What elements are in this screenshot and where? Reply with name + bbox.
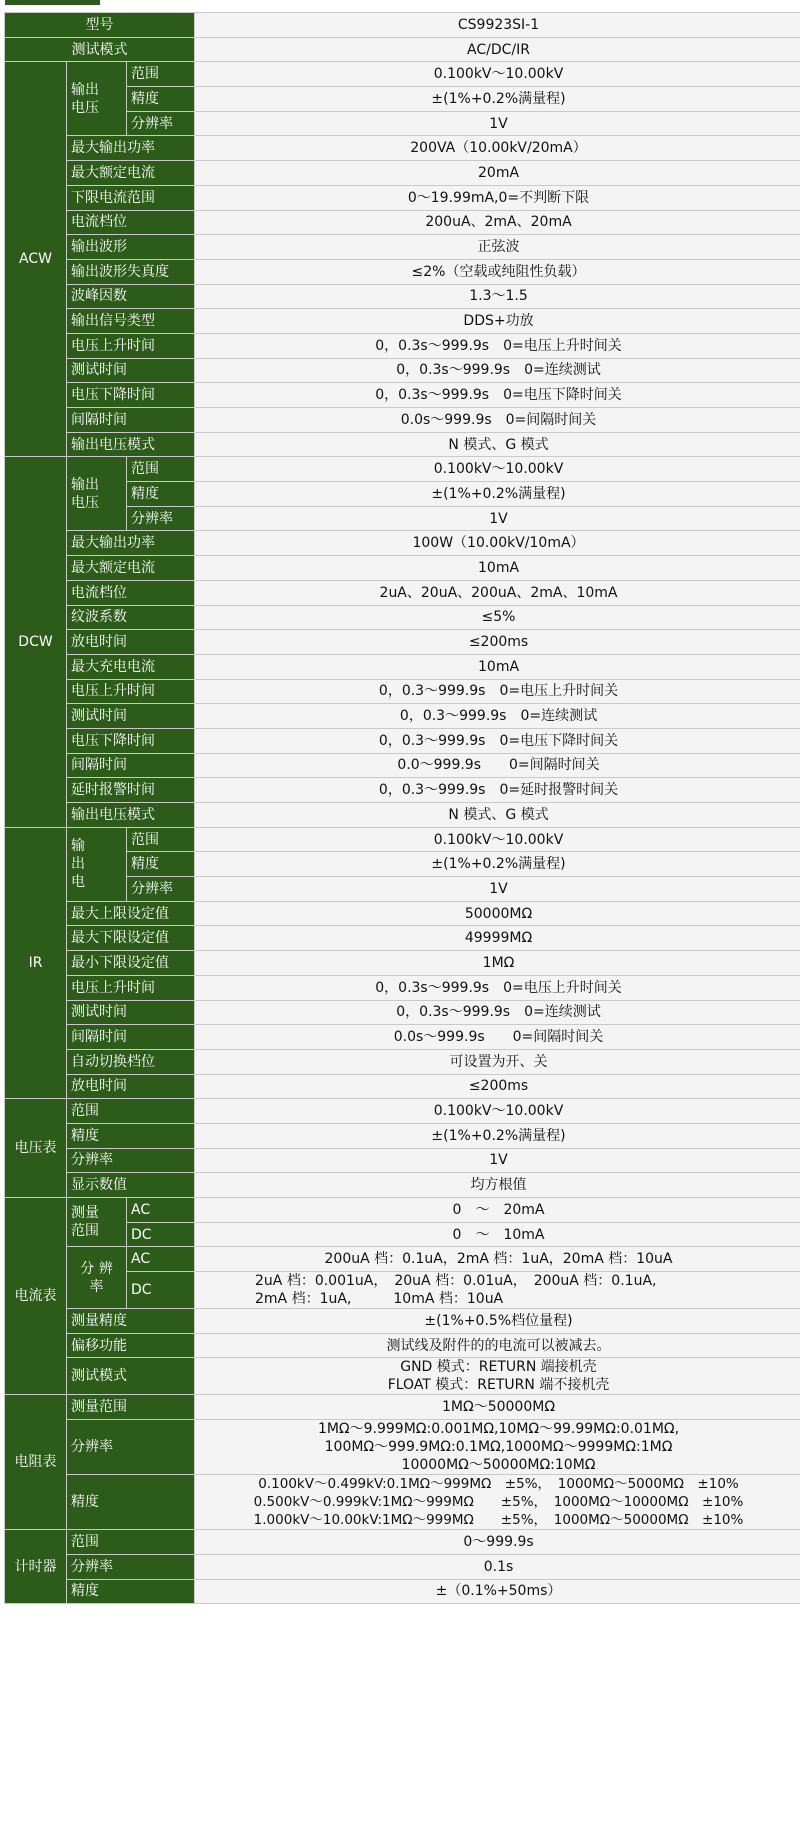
acw-row: [5, 383, 800, 408]
row-value: 1V: [195, 111, 800, 136]
ammeter-row: [5, 1247, 800, 1272]
dcw-row: [5, 556, 800, 581]
row-value: 0～19.99mA,0=不判断下限: [195, 185, 800, 210]
acw-row: [5, 161, 800, 186]
cell-line: 电: [71, 874, 85, 891]
row-value: 0.100kV～10.00kV: [195, 1099, 800, 1124]
timer-row: [5, 1554, 800, 1579]
row-value: 0.0～999.9s 0=间隔时间关: [195, 753, 800, 778]
row-label: 电压下降时间: [67, 383, 195, 408]
row-label: 精度: [67, 1123, 195, 1148]
ir-row: [5, 1074, 800, 1099]
ir-row: [5, 975, 800, 1000]
header-accent-bar: [5, 0, 100, 5]
cell-line: 10000MΩ～50000MΩ:10MΩ: [401, 1457, 596, 1474]
dcw-row: [5, 704, 800, 729]
row-label: 分辨率: [67, 1554, 195, 1579]
voltmeter-row: [5, 1123, 800, 1148]
row-label: 最大下限设定值: [67, 926, 195, 951]
voltage-group-label: [67, 827, 127, 901]
cell-line: 测量: [71, 1205, 99, 1222]
row-label: 间隔时间: [67, 408, 195, 433]
dcw-row: [5, 531, 800, 556]
row-value: [195, 1420, 800, 1475]
cell-line: 输: [71, 838, 85, 855]
acw-row: [5, 136, 800, 161]
row-value: 1V: [195, 506, 800, 531]
row-value: 1MΩ: [195, 951, 800, 976]
row-label: 型号: [5, 13, 195, 38]
row-label: 输出信号类型: [67, 309, 195, 334]
row-value: 1V: [195, 1148, 800, 1173]
cell-line: 输出: [71, 476, 99, 493]
row-value: ±(1%+0.2%满量程): [195, 87, 800, 112]
row-label: 范围: [127, 457, 195, 482]
acw-row: [5, 185, 800, 210]
row-label: 波峰因数: [67, 284, 195, 309]
row-value: 0 ～ 10mA: [195, 1222, 800, 1247]
row-label: 范围: [127, 827, 195, 852]
dcw-voltage-row: [5, 457, 800, 482]
acw-row: [5, 358, 800, 383]
row-label: 偏移功能: [67, 1333, 195, 1358]
row-label: 电压下降时间: [67, 728, 195, 753]
row-value: 20mA: [195, 161, 800, 186]
acw-row: [5, 284, 800, 309]
row-value: N 模式、G 模式: [195, 432, 800, 457]
row-value: 0.100kV～10.00kV: [195, 62, 800, 87]
row-label: 分辨率: [67, 1420, 195, 1475]
dcw-row: [5, 728, 800, 753]
row-label: 测试时间: [67, 1000, 195, 1025]
resolution-label: [67, 1247, 127, 1309]
ammeter-row: [5, 1198, 800, 1223]
row-value: 0～999.9s: [195, 1530, 800, 1555]
row-label: 精度: [127, 87, 195, 112]
row-value: ±(1%+0.2%满量程): [195, 1123, 800, 1148]
row-label: 测量范围: [67, 1395, 195, 1420]
row-value: CS9923SI-1: [195, 13, 800, 38]
section-label: 电阻表: [5, 1395, 67, 1530]
acw-row: [5, 432, 800, 457]
row-label: 精度: [67, 1579, 195, 1604]
voltmeter-row: [5, 1148, 800, 1173]
cell-line: 0.500kV～0.999kV:1MΩ～999MΩ ±5%， 1000MΩ～10000MΩ ±10%: [253, 1494, 744, 1511]
row-value: 100W（10.00kV/10mA）: [195, 531, 800, 556]
cell-line: 出: [71, 856, 85, 873]
test-mode-row: [5, 37, 800, 62]
row-label: 测试时间: [67, 358, 195, 383]
row-label: 最大输出功率: [67, 136, 195, 161]
acw-row: [5, 235, 800, 260]
row-label: 间隔时间: [67, 1025, 195, 1050]
voltmeter-row: [5, 1099, 800, 1124]
measure-range-label: [67, 1198, 127, 1247]
row-value: 50000MΩ: [195, 901, 800, 926]
row-value: ±(1%+0.2%满量程): [195, 482, 800, 507]
row-label: 精度: [67, 1475, 195, 1530]
section-label: 电压表: [5, 1099, 67, 1198]
row-value: 49999MΩ: [195, 926, 800, 951]
row-value: AC/DC/IR: [195, 37, 800, 62]
row-value: 0.0s～999.9s 0=间隔时间关: [195, 408, 800, 433]
row-value: 0，0.3～999.9s 0=连续测试: [195, 704, 800, 729]
model-row: [5, 13, 800, 38]
ohmmeter-row: [5, 1395, 800, 1420]
row-label: 范围: [127, 62, 195, 87]
row-label: 精度: [127, 482, 195, 507]
row-value: 可设置为开、关: [195, 1049, 800, 1074]
row-value: 均方根值: [195, 1173, 800, 1198]
timer-row: [5, 1530, 800, 1555]
row-value: ±(1%+0.2%满量程): [195, 852, 800, 877]
ir-row: [5, 901, 800, 926]
row-value: 0，0.3～999.9s 0=电压上升时间关: [195, 679, 800, 704]
cell-line: 电压: [71, 494, 99, 511]
row-label: 分辨率: [127, 877, 195, 902]
row-value: [195, 1475, 800, 1530]
section-label: IR: [5, 827, 67, 1099]
timer-row: [5, 1579, 800, 1604]
row-label: 电压上升时间: [67, 679, 195, 704]
voltage-group-label: [67, 62, 127, 136]
cell-line: 率: [89, 1278, 104, 1295]
row-value: 0.100kV～10.00kV: [195, 827, 800, 852]
row-label: 电压上升时间: [67, 975, 195, 1000]
dcw-row: [5, 803, 800, 828]
row-label: 下限电流范围: [67, 185, 195, 210]
row-value: 0，0.3～999.9s 0=延时报警时间关: [195, 778, 800, 803]
ohmmeter-row: [5, 1475, 800, 1530]
row-label: 自动切换档位: [67, 1049, 195, 1074]
row-value: DDS+功放: [195, 309, 800, 334]
row-label: 放电时间: [67, 1074, 195, 1099]
row-label: 电流档位: [67, 580, 195, 605]
row-value: ≤200ms: [195, 630, 800, 655]
dcw-row: [5, 654, 800, 679]
ir-voltage-row: [5, 827, 800, 852]
row-value: [195, 1272, 800, 1309]
row-label: 显示数值: [67, 1173, 195, 1198]
row-value: ±(1%+0.5%档位量程): [195, 1309, 800, 1334]
row-value: 0，0.3s～999.9s 0=连续测试: [195, 358, 800, 383]
cell-line: 1.000kV～10.00kV:1MΩ～999MΩ ±5%， 1000MΩ～50000MΩ ±10%: [253, 1512, 744, 1529]
dcw-row: [5, 679, 800, 704]
ohmmeter-row: [5, 1420, 800, 1475]
ir-row: [5, 1000, 800, 1025]
cell-line: 2uA 档：0.001uA， 20uA 档：0.01uA， 200uA 档：0.1uA,: [255, 1273, 657, 1290]
row-label: 最大充电电流: [67, 654, 195, 679]
row-label: DC: [127, 1272, 195, 1309]
cell-line: GND 模式：RETURN 端接机壳: [400, 1359, 597, 1376]
row-label: 最大额定电流: [67, 556, 195, 581]
ir-row: [5, 1049, 800, 1074]
cell-line: 范围: [71, 1223, 99, 1240]
row-label: AC: [127, 1198, 195, 1223]
row-value: 0.0s～999.9s 0=间隔时间关: [195, 1025, 800, 1050]
row-label: 最大输出功率: [67, 531, 195, 556]
row-label: 输出波形: [67, 235, 195, 260]
row-label: 分辨率: [127, 506, 195, 531]
row-label: DC: [127, 1222, 195, 1247]
row-label: 精度: [127, 852, 195, 877]
cell-line: 输出: [71, 81, 99, 98]
acw-row: [5, 333, 800, 358]
row-value: 0 ～ 20mA: [195, 1198, 800, 1223]
dcw-row: [5, 753, 800, 778]
row-label: 延时报警时间: [67, 778, 195, 803]
row-value: 测试线及附件的的电流可以被减去。: [195, 1333, 800, 1358]
acw-row: [5, 408, 800, 433]
row-value: ±（0.1%+50ms）: [195, 1579, 800, 1604]
row-label: 分辨率: [127, 111, 195, 136]
ammeter-row: [5, 1333, 800, 1358]
row-label: 电压上升时间: [67, 333, 195, 358]
row-value: 1V: [195, 877, 800, 902]
row-value: 200uA、2mA、20mA: [195, 210, 800, 235]
cell-line: 0.100kV～0.499kV:0.1MΩ～999MΩ ±5%， 1000MΩ～5000MΩ ±10%: [258, 1476, 739, 1493]
row-value: 0，0.3s～999.9s 0=电压上升时间关: [195, 333, 800, 358]
voltmeter-row: [5, 1173, 800, 1198]
row-label: 分辨率: [67, 1148, 195, 1173]
row-value: 1.3～1.5: [195, 284, 800, 309]
row-value: 2uA、20uA、200uA、2mA、10mA: [195, 580, 800, 605]
ammeter-row: [5, 1358, 800, 1395]
dcw-row: [5, 630, 800, 655]
spec-table: [4, 12, 800, 1604]
row-value: 200VA（10.00kV/20mA）: [195, 136, 800, 161]
row-value: 10mA: [195, 556, 800, 581]
row-label: 最小下限设定值: [67, 951, 195, 976]
dcw-row: [5, 778, 800, 803]
row-value: ≤5%: [195, 605, 800, 630]
row-label: 最大上限设定值: [67, 901, 195, 926]
cell-line: 100MΩ～999.9MΩ:0.1MΩ,1000MΩ～9999MΩ:1MΩ: [324, 1439, 673, 1456]
row-value: 0，0.3s～999.9s 0=连续测试: [195, 1000, 800, 1025]
section-label: 计时器: [5, 1530, 67, 1604]
acw-row: [5, 259, 800, 284]
row-value: [195, 1358, 800, 1395]
row-value: 200uA 档：0.1uA，2mA 档：1uA，20mA 档：10uA: [195, 1247, 800, 1272]
cell-line: 1MΩ～9.999MΩ:0.001MΩ,10MΩ～99.99MΩ:0.01MΩ,: [317, 1421, 680, 1438]
row-label: 放电时间: [67, 630, 195, 655]
row-label: 测试时间: [67, 704, 195, 729]
ammeter-row: [5, 1309, 800, 1334]
row-label: 测试模式: [5, 37, 195, 62]
row-label: 范围: [67, 1530, 195, 1555]
row-label: 输出电压模式: [67, 432, 195, 457]
dcw-row: [5, 605, 800, 630]
row-value: 0，0.3s～999.9s 0=电压下降时间关: [195, 383, 800, 408]
row-value: 0.1s: [195, 1554, 800, 1579]
dcw-row: [5, 580, 800, 605]
section-label: 电流表: [5, 1198, 67, 1395]
row-value: 0，0.3s～999.9s 0=电压上升时间关: [195, 975, 800, 1000]
row-label: 电流档位: [67, 210, 195, 235]
row-value: 10mA: [195, 654, 800, 679]
acw-voltage-row: [5, 62, 800, 87]
row-value: 0.100kV～10.00kV: [195, 457, 800, 482]
ir-row: [5, 1025, 800, 1050]
row-label: AC: [127, 1247, 195, 1272]
row-label: 纹波系数: [67, 605, 195, 630]
voltage-group-label: [67, 457, 127, 531]
row-value: N 模式、G 模式: [195, 803, 800, 828]
row-value: ≤2%（空载或纯阻性负载）: [195, 259, 800, 284]
row-label: 间隔时间: [67, 753, 195, 778]
acw-row: [5, 210, 800, 235]
cell-line: 2mA 档：1uA, 10mA 档：10uA: [255, 1291, 504, 1308]
section-label: DCW: [5, 457, 67, 827]
row-value: 正弦波: [195, 235, 800, 260]
acw-row: [5, 309, 800, 334]
row-value: 0，0.3～999.9s 0=电压下降时间关: [195, 728, 800, 753]
row-label: 测量精度: [67, 1309, 195, 1334]
cell-line: 分 辨: [80, 1260, 113, 1277]
ir-row: [5, 951, 800, 976]
cell-line: FLOAT 模式：RETURN 端不接机壳: [387, 1377, 610, 1394]
row-label: 范围: [67, 1099, 195, 1124]
section-label: ACW: [5, 62, 67, 457]
row-value: ≤200ms: [195, 1074, 800, 1099]
row-label: 输出波形失真度: [67, 259, 195, 284]
row-label: 最大额定电流: [67, 161, 195, 186]
row-value: 1MΩ～50000MΩ: [195, 1395, 800, 1420]
row-label: 输出电压模式: [67, 803, 195, 828]
row-label: 测试模式: [67, 1358, 195, 1395]
ir-row: [5, 926, 800, 951]
cell-line: 电压: [71, 99, 99, 116]
